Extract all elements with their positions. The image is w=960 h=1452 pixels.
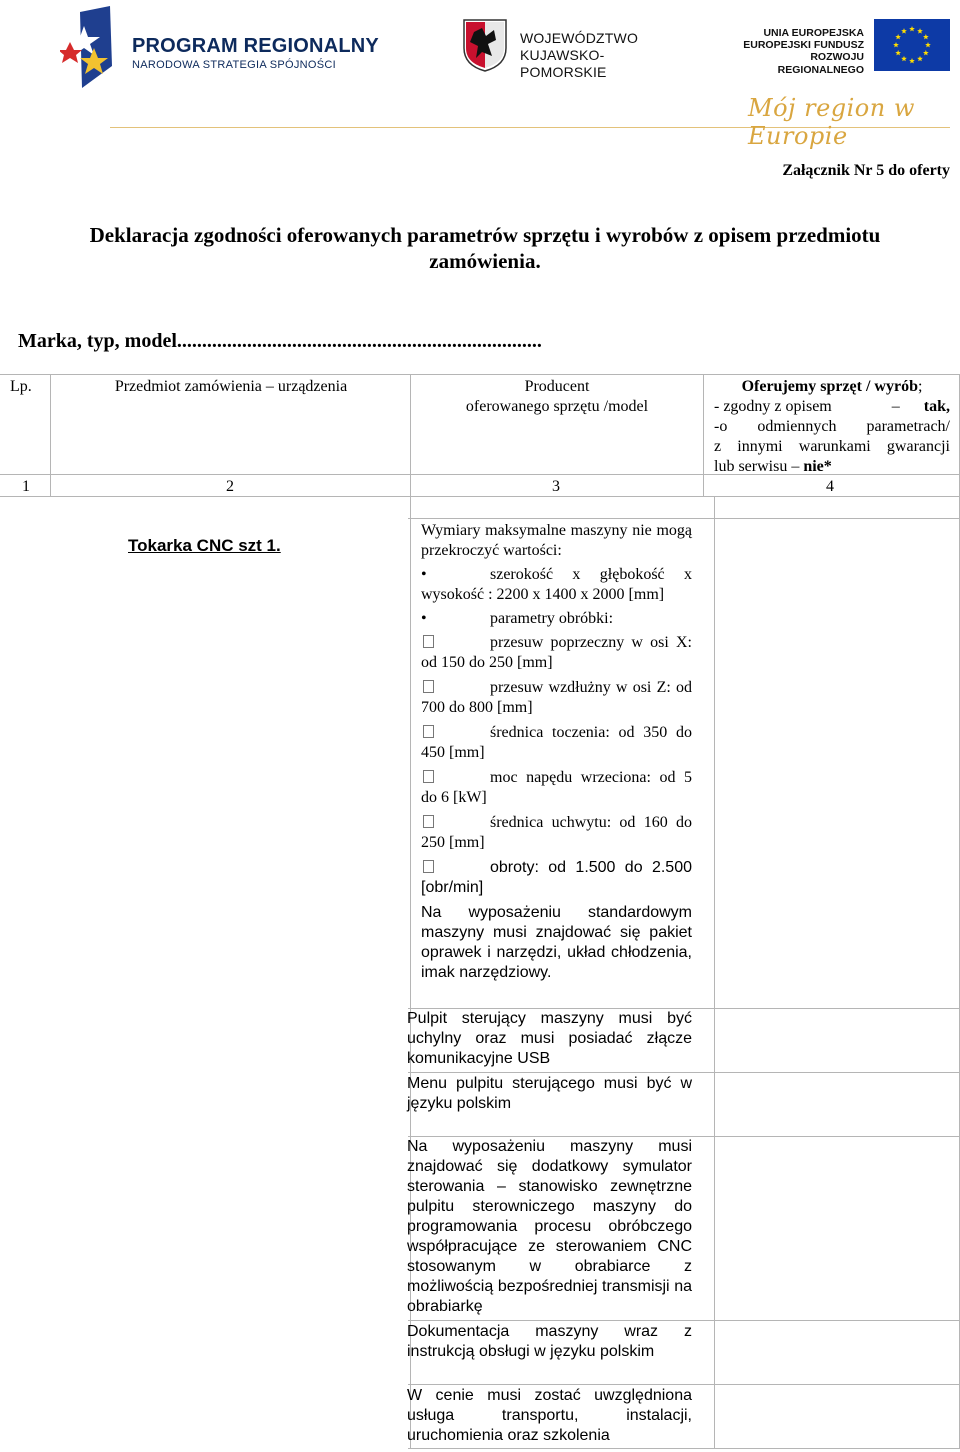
grid-line bbox=[408, 1320, 960, 1321]
spec-bullet-dims bbox=[421, 565, 692, 605]
bullet-icon: • bbox=[421, 566, 427, 583]
param-text: średnica uchwytu: od 160 do 250 [mm] bbox=[421, 814, 692, 851]
slogan: Mój region w Europie bbox=[748, 94, 915, 150]
header-offer-dash: – bbox=[891, 398, 900, 415]
grid-line bbox=[0, 374, 960, 375]
header-subject: Przedmiot zamówienia – urządzenia bbox=[114, 378, 348, 395]
grid-line bbox=[408, 518, 960, 519]
spec-bullet-params bbox=[421, 609, 692, 629]
program-regionalny-logo bbox=[60, 4, 380, 90]
eu-flag-icon bbox=[874, 19, 950, 71]
eu-line2: EUROPEJSKI FUNDUSZ bbox=[743, 39, 864, 51]
row-documentation: Dokumentacja maszyny wraz z instrukcją obsługi w języku polskim bbox=[407, 1323, 692, 1360]
grid-line bbox=[408, 1448, 960, 1449]
eu-logo bbox=[740, 18, 952, 74]
header-lp: Lp. bbox=[10, 378, 32, 395]
checkbox-icon bbox=[421, 723, 490, 743]
row-services: W cenie musi zostać uwzględniona usługa transportu, instalacji, uruchomienia oraz szkolenia bbox=[407, 1387, 692, 1444]
param-item bbox=[421, 723, 692, 763]
row-simulator: Na wyposażeniu maszyny musi znajdować się dodatkowy symulator sterowania – stanowisko zewnętrzne pulpitu sterowniczego maszyny do programowania procesu obróbczego współpracujące ze sterowaniem CNC stosowanym w obrabiarce z możliwością bezpośredniej transmisji na obrabiarkę bbox=[407, 1138, 692, 1315]
grid-line bbox=[703, 374, 704, 496]
spec-block bbox=[421, 521, 692, 983]
checkbox-icon bbox=[421, 768, 490, 788]
coat-of-arms-icon bbox=[462, 18, 508, 72]
header-producer-line1: Producent bbox=[524, 378, 590, 395]
spec-params-label: parametry obróbki: bbox=[490, 610, 614, 627]
checkbox-icon bbox=[421, 633, 490, 653]
column-number-2: 2 bbox=[226, 478, 234, 495]
param-text: obroty: od 1.500 do 2.500 [obr/min] bbox=[421, 859, 692, 896]
header-offer-no: nie* bbox=[803, 458, 832, 475]
spec-intro: Wymiary maksymalne maszyny nie mogą przekroczyć wartości: bbox=[421, 522, 692, 559]
header-offer-compliant: - zgodny z opisem bbox=[714, 398, 832, 415]
grid-line bbox=[0, 496, 960, 497]
eu-line1: UNIA EUROPEJSKA bbox=[763, 27, 864, 39]
row-control-panel: Pulpit sterujący maszyny musi być uchylny oraz musi posiadać złącze komunikacyjne USB bbox=[407, 1010, 692, 1067]
param-item bbox=[421, 813, 692, 853]
checkbox-icon bbox=[421, 858, 490, 878]
param-item bbox=[421, 858, 692, 898]
grid-line bbox=[408, 1072, 960, 1073]
row-menu-language: Menu pulpitu sterującego musi być w języku polskim bbox=[407, 1075, 692, 1112]
column-number-1: 1 bbox=[22, 478, 30, 495]
program-title: PROGRAM REGIONALNY bbox=[132, 35, 379, 57]
header-offer-title: Oferujemy sprzęt / wyrób bbox=[741, 378, 918, 395]
checkbox-icon bbox=[421, 813, 490, 833]
header-offer bbox=[714, 377, 950, 477]
param-text: przesuw wzdłużny w osi Z: od 700 do 800 [mm] bbox=[421, 679, 692, 716]
grid-line bbox=[50, 374, 51, 496]
header-offer-semicolon: ; bbox=[917, 378, 923, 395]
param-text: średnica toczenia: od 350 do 450 [mm] bbox=[421, 724, 692, 761]
region-line2: KUJAWSKO-POMORSKIE bbox=[520, 47, 607, 80]
header-offer-line4: z innymi warunkami gwarancji bbox=[714, 438, 950, 455]
param-item bbox=[421, 768, 692, 808]
spec-equipment: Na wyposażeniu standardowym maszyny musi znajdować się pakiet oprawek i narzędzi, układ chłodzenia, imak narzędziowy. bbox=[421, 904, 692, 981]
column-number-3: 3 bbox=[552, 478, 560, 495]
header-offer-line5: lub serwisu – bbox=[714, 458, 800, 475]
eu-line3: ROZWOJU REGIONALNEGO bbox=[777, 51, 864, 76]
header-producer bbox=[411, 377, 703, 417]
header-offer-yes: tak, bbox=[923, 398, 950, 415]
attachment-label: Załącznik Nr 5 do oferty bbox=[782, 162, 950, 179]
column-number-4: 4 bbox=[826, 478, 834, 495]
grid-line bbox=[714, 496, 715, 1448]
brand-model-field: Marka, typ, model......................................................................... bbox=[18, 330, 542, 352]
checkbox-icon bbox=[421, 678, 490, 698]
page-title: Deklaracja zgodności oferowanych parametrów sprzętu i wyrobów z opisem przedmiotu zamówienia. bbox=[89, 223, 881, 273]
grid-line bbox=[408, 1384, 960, 1385]
param-item bbox=[421, 678, 692, 718]
header-offer-line3: -o odmiennych parametrach/ bbox=[714, 418, 950, 435]
param-text: moc napędu wrzeciona: od 5 do 6 [kW] bbox=[421, 769, 692, 806]
param-text: przesuw poprzeczny w osi X: od 150 do 250 [mm] bbox=[421, 634, 692, 671]
param-item bbox=[421, 633, 692, 673]
program-subtitle: NARODOWA STRATEGIA SPÓJNOŚCI bbox=[132, 59, 336, 71]
item-name: Tokarka CNC szt 1. bbox=[128, 536, 281, 555]
bullet-icon: • bbox=[421, 610, 427, 627]
spec-dims-text: szerokość x głębokość x wysokość : 2200 x 1400 x 2000 [mm] bbox=[421, 566, 692, 603]
wojewodztwo-logo bbox=[462, 18, 682, 80]
header-producer-line2: oferowanego sprzętu /model bbox=[465, 398, 649, 415]
program-regionalny-emblem-icon bbox=[60, 4, 120, 90]
region-line1: WOJEWÓDZTWO bbox=[520, 30, 639, 46]
